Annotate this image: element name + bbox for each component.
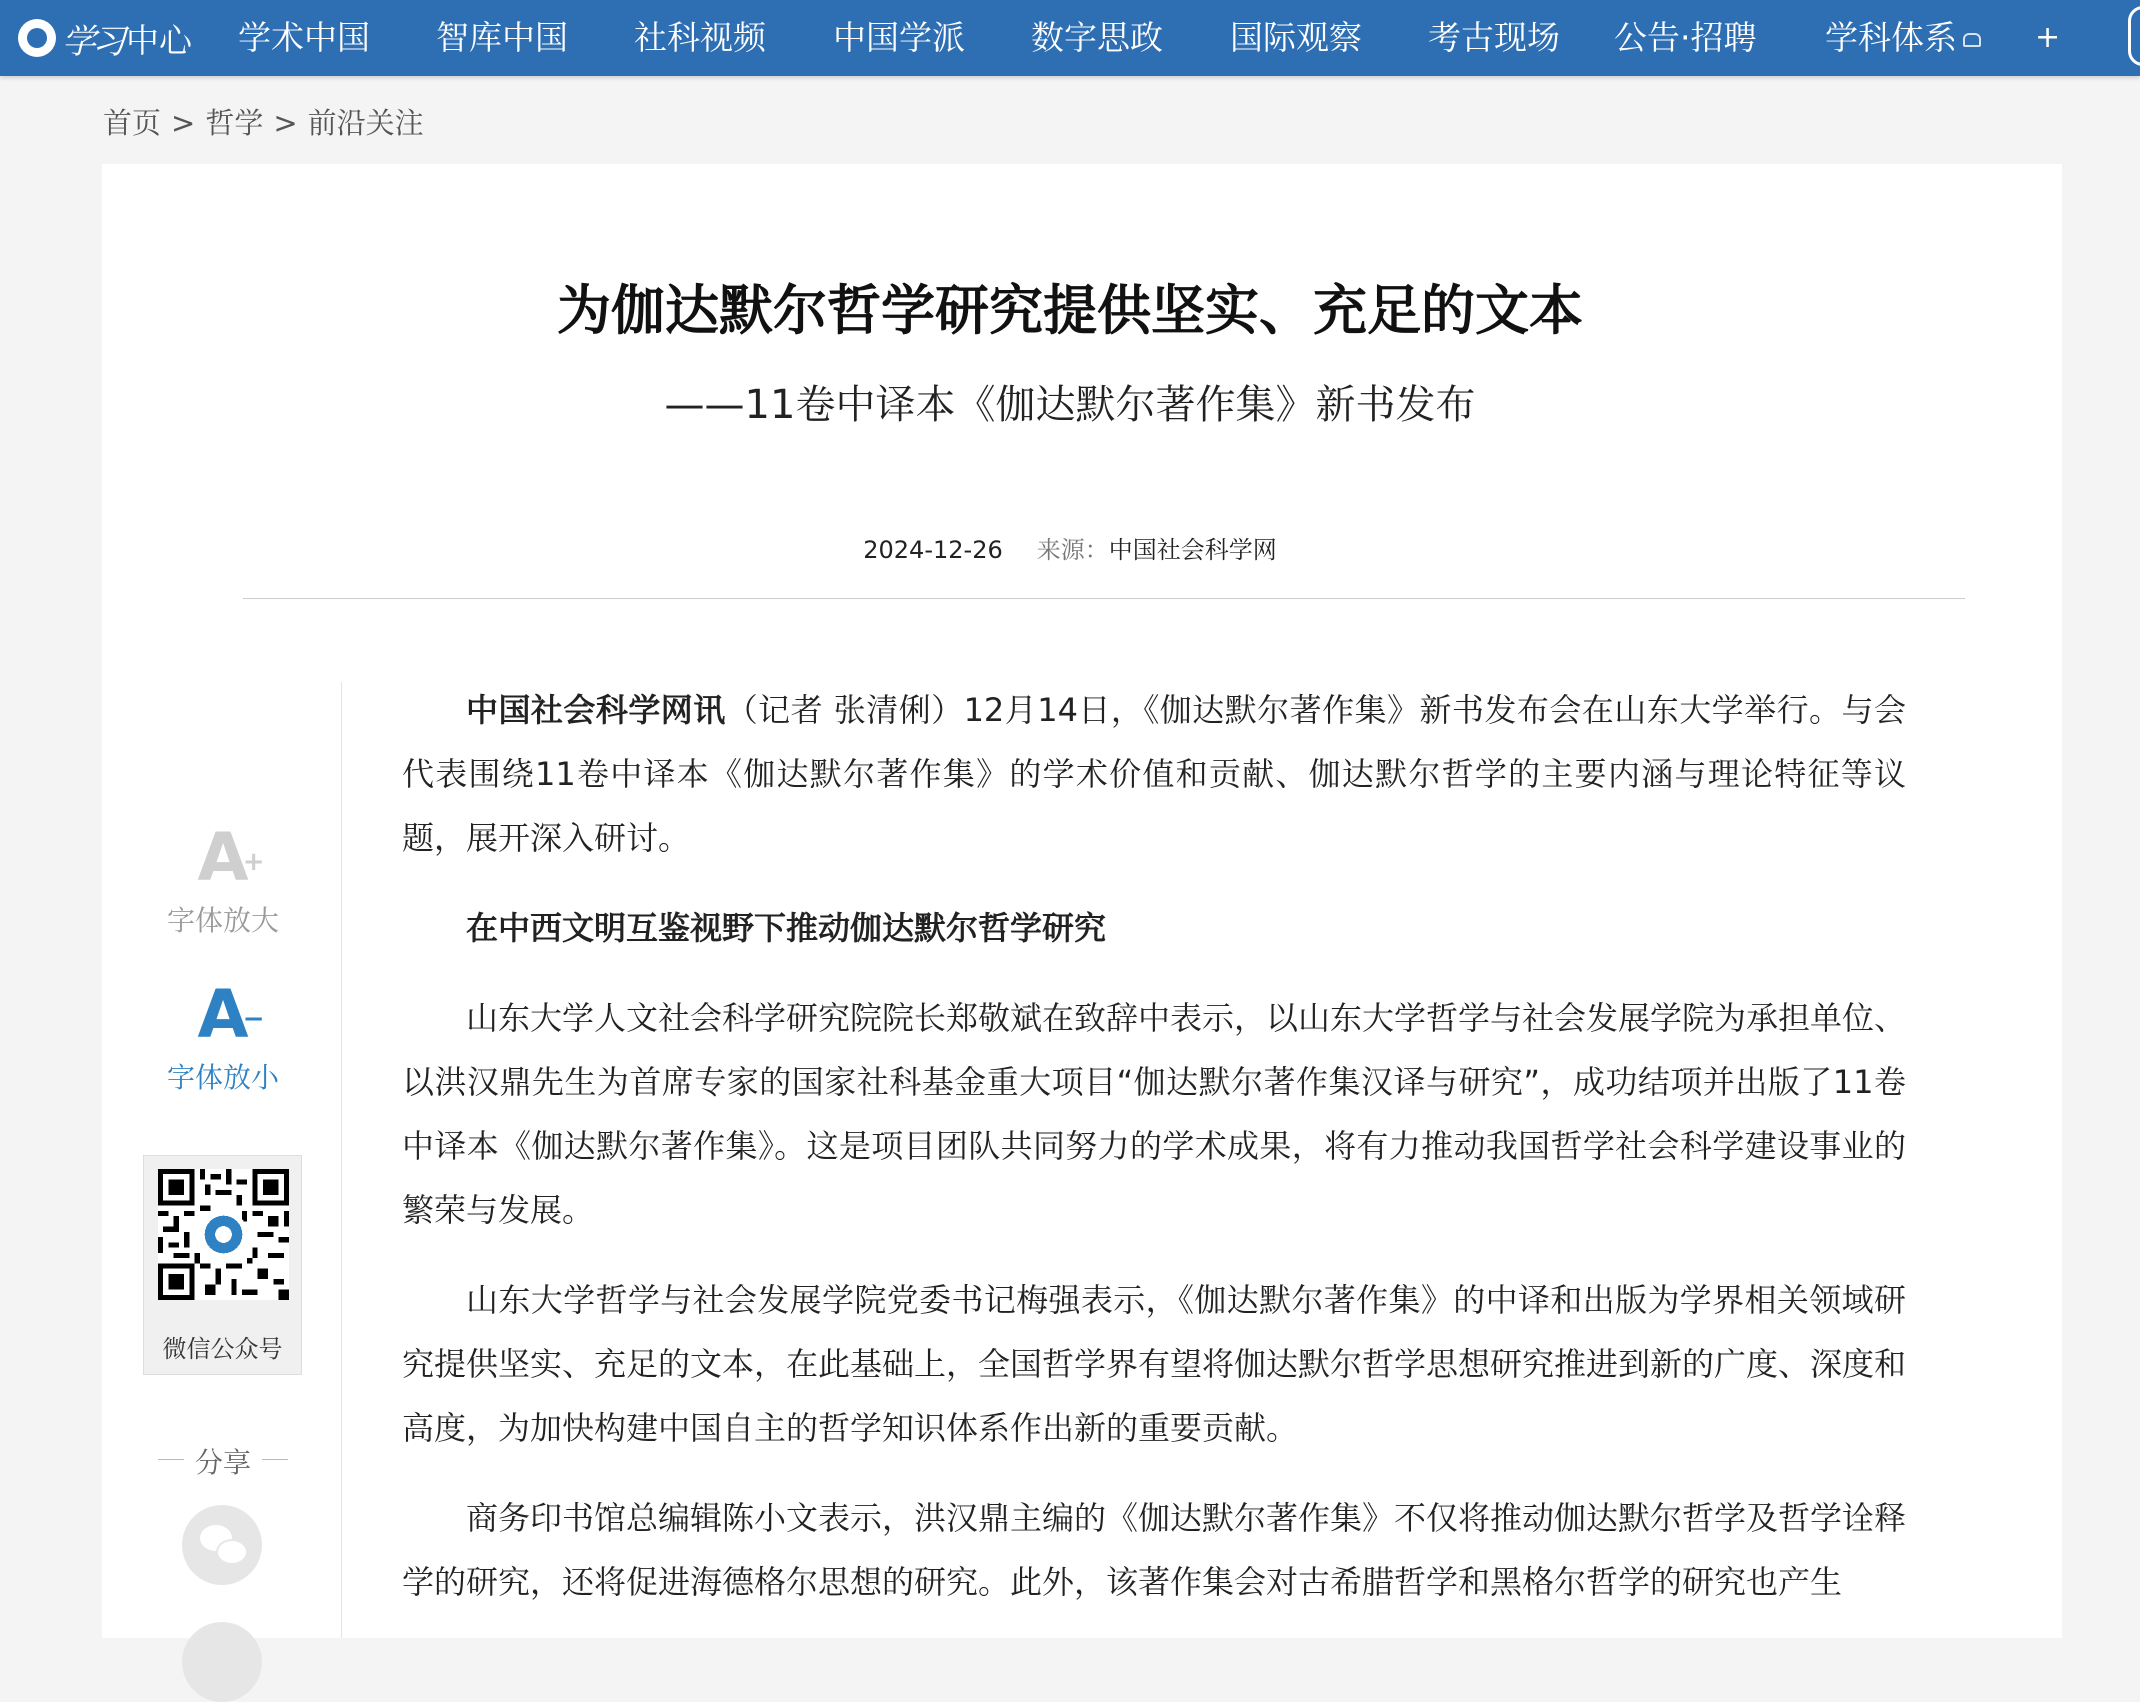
article-subtitle: ——11卷中译本《伽达默尔著作集》新书发布 [664, 382, 1476, 428]
article-paragraph: 山东大学人文社会科学研究院院长郑敬斌在致辞中表示，以山东大学哲学与社会发展学院为承担单位、以洪汉鼎先生为首席专家的国家社科基金重大项目“伽达默尔著作集汉译与研究”，成功结项并出版了11卷中译本《伽达默尔著作集》。这是项目团队共同努力的学术成果，将有力推动我国哲学社会科学建设事业的繁荣与发展。 [402, 999, 1907, 1229]
nav-item-chinese-school[interactable]: 中国学派 [833, 18, 965, 57]
title-divider [243, 598, 1965, 599]
share-weibo-button[interactable] [182, 1622, 262, 1702]
nav-more-button[interactable]: + [2035, 20, 2061, 55]
nav-item-disciplines[interactable] [1825, 18, 1981, 58]
breadcrumb-separator: > [273, 106, 298, 140]
nav-item-digital-ideology[interactable]: 数字思政 [1031, 18, 1163, 57]
logo-emblem-icon [18, 19, 56, 57]
article-title: 为伽达默尔哲学研究提供坚实、充足的文本 [557, 279, 1583, 342]
font-increase-icon [197, 819, 265, 896]
breadcrumb-current[interactable]: 前沿关注 [307, 106, 424, 140]
font-increase-mark: + [242, 847, 265, 877]
qr-caption: 微信公众号 [162, 1335, 283, 1363]
font-decrease-icon [197, 976, 265, 1053]
nav-item-social-video[interactable]: 社科视频 [634, 18, 766, 57]
font-increase-label: 字体放大 [166, 904, 279, 937]
share-label: 分享 [158, 1441, 288, 1481]
font-decrease-button[interactable] [148, 976, 298, 1096]
article-paragraph [402, 678, 1906, 870]
site-logo[interactable] [18, 14, 192, 62]
font-increase-glyph: A [197, 819, 249, 896]
nav-item-archaeology[interactable]: 考古现场 [1428, 18, 1560, 57]
nav-item-academic-china[interactable]: 学术中国 [238, 18, 370, 57]
breadcrumb-home[interactable]: 首页 [103, 106, 162, 140]
article-body [402, 678, 1906, 1640]
nav-item-notices[interactable]: 公告·招聘 [1614, 18, 1757, 57]
nav-scroll-handle[interactable] [2128, 6, 2140, 66]
logo-text: 中心 [126, 20, 192, 60]
breadcrumb [103, 101, 424, 142]
breadcrumb-section[interactable]: 哲学 [205, 106, 264, 140]
article-source: 中国社会科学网 [1108, 536, 1277, 564]
logo-script: 学习 [62, 21, 122, 62]
sidebar-divider [341, 682, 342, 1638]
dropdown-caret-icon [1963, 33, 1981, 47]
nav-item-disciplines-label: 学科体系 [1825, 18, 1957, 57]
article-paragraph-text: （记者 张清俐）12月14日，《伽达默尔著作集》新书发布会在山东大学举行。与会代表围绕11卷中译本《伽达默尔著作集》的学术价值和贡献、伽达默尔哲学的主要内涵与理论特征等议题，展开深入研讨。 [402, 691, 1906, 857]
nav-item-think-tank[interactable]: 智库中国 [436, 18, 568, 57]
source-label: 来源： [1036, 536, 1109, 564]
article-meta [0, 530, 2140, 565]
wechat-qr-panel [143, 1155, 302, 1375]
article-lead: 中国社会科学网讯 [466, 691, 726, 729]
nav-item-international[interactable]: 国际观察 [1230, 18, 1362, 57]
font-increase-button[interactable] [148, 819, 298, 939]
font-decrease-mark: − [242, 1004, 265, 1034]
font-decrease-label: 字体放小 [166, 1061, 279, 1094]
share-wechat-button[interactable] [182, 1505, 262, 1585]
article-section-heading: 在中西文明互鉴视野下推动伽达默尔哲学研究 [466, 909, 1107, 947]
article-paragraph: 山东大学哲学与社会发展学院党委书记梅强表示，《伽达默尔著作集》的中译和出版为学界相关领域研究提供坚实、充足的文本，在此基础上，全国哲学界有望将伽达默尔哲学思想研究推进到新的广度、深度和高度，为加快构建中国自主的哲学知识体系作出新的重要贡献。 [402, 1281, 1907, 1447]
top-nav [0, 0, 2140, 76]
font-decrease-glyph: A [197, 976, 249, 1053]
breadcrumb-separator: > [171, 106, 196, 140]
article-date: 2024-12-26 [863, 536, 1003, 564]
qr-code-icon [158, 1169, 289, 1300]
article-paragraph: 商务印书馆总编辑陈小文表示，洪汉鼎主编的《伽达默尔著作集》不仅将推动伽达默尔哲学及哲学诠释学的研究，还将促进海德格尔思想的研究。此外，该著作集会对古希腊哲学和黑格尔哲学的研究也产生 [402, 1499, 1907, 1601]
